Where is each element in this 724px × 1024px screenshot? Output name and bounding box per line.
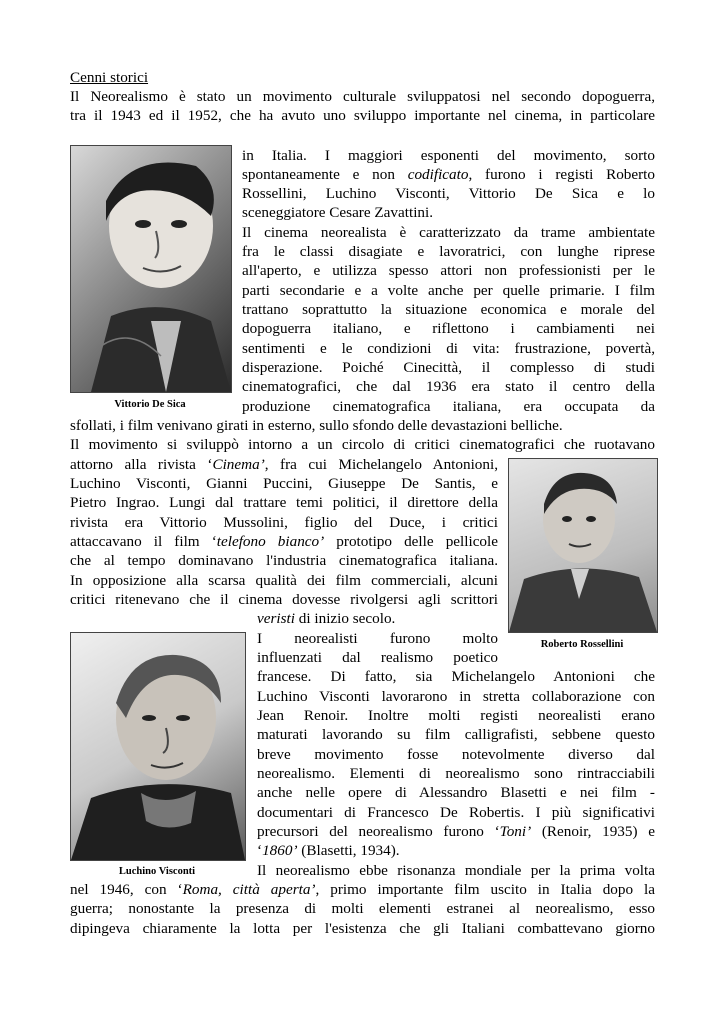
caption-roberto-rossellini: Roberto Rossellini bbox=[540, 639, 624, 650]
text-run: ‘ bbox=[257, 842, 263, 859]
text-line bbox=[242, 397, 655, 416]
text-run: , primo importante film uscito in Italia dopo la bbox=[315, 881, 655, 898]
text-line bbox=[242, 223, 655, 242]
text-run: I neorealisti furono molto bbox=[257, 630, 498, 647]
text-run: precursori del neorealismo furono ‘ bbox=[257, 823, 500, 840]
text-line bbox=[257, 667, 655, 686]
text-run: dipingeva chiaramente la lotta per l'esistenza che gli Italiani combattevano giorno bbox=[70, 920, 655, 937]
text-run: (Blasetti, 1934). bbox=[297, 842, 400, 859]
text-run: neorealismo. Elementi di neorealismo sono rintracciabili bbox=[257, 765, 655, 782]
text-run: trattano soprattutto la situazione economica e morale del bbox=[242, 301, 655, 318]
section-heading: Cenni storici bbox=[70, 69, 149, 86]
text-line bbox=[70, 474, 498, 493]
text-run: tra il 1943 ed il 1952, che ha avuto uno sviluppo importante nel cinema, in particolare bbox=[70, 107, 655, 124]
text-line bbox=[70, 416, 626, 435]
text-run: Il neorealismo ebbe risonanza mondiale per la prima volta bbox=[257, 862, 655, 879]
text-run: in Italia. I maggiori esponenti del movimento, sorto bbox=[242, 147, 655, 164]
text-line bbox=[257, 725, 655, 744]
text-run: documentari di Francesco De Robertis. I più significativi bbox=[257, 804, 655, 821]
text-run: Il movimento si sviluppò intorno a un circolo di critici cinematografici che ruotavano bbox=[70, 436, 655, 453]
text-line bbox=[257, 706, 655, 725]
text-line bbox=[257, 648, 498, 667]
text-line bbox=[257, 783, 655, 802]
text-run: , fra cui Michelangelo Antonioni, bbox=[264, 456, 499, 473]
text-run: breve movimento fosse notevolmente diverso dal bbox=[257, 746, 655, 763]
text-run: prototipo delle pellicole bbox=[324, 533, 498, 550]
italic-text: Cinema’ bbox=[212, 456, 265, 473]
text-line bbox=[242, 261, 655, 280]
italic-text: Roma, città aperta’ bbox=[182, 881, 316, 898]
text-line bbox=[242, 281, 655, 300]
text-run: nel 1946, con ‘ bbox=[70, 881, 183, 898]
portrait-illustration bbox=[71, 633, 245, 860]
text-line bbox=[242, 242, 655, 261]
text-run: dopoguerra italiano, e riflettono i cambiamenti nei bbox=[242, 320, 655, 337]
text-line bbox=[242, 165, 655, 184]
text-run: sentimenti e le condizioni di vita: frustrazione, povertà, bbox=[242, 340, 655, 357]
italic-text: Toni’ bbox=[499, 823, 532, 840]
text-run: critici ritenevano che il cinema dovesse rivolgersi agli scrittori bbox=[70, 591, 498, 608]
vittorio-de-sica-photo bbox=[70, 145, 232, 393]
text-line bbox=[257, 803, 655, 822]
text-line bbox=[242, 339, 655, 358]
text-run: In opposizione alla scarsa qualità dei film commerciali, alcuni bbox=[70, 572, 498, 589]
text-run: Pietro Ingrao. Lungi dal trattare temi politici, il direttore della bbox=[70, 494, 498, 511]
caption-luchino-visconti: Luchino Visconti bbox=[118, 866, 196, 877]
text-line bbox=[257, 745, 655, 764]
text-run: Il cinema neorealista è caratterizzato da trame ambientate bbox=[242, 224, 655, 241]
text-line bbox=[242, 146, 655, 165]
text-line bbox=[257, 687, 655, 706]
text-line bbox=[70, 435, 655, 454]
text-line bbox=[70, 532, 498, 551]
italic-text: veristi bbox=[257, 610, 295, 627]
text-run: anche nelle opere di Alessandro Blasetti e nei film - bbox=[257, 784, 655, 801]
text-line bbox=[70, 513, 498, 532]
text-run: sceneggiatore Cesare Zavattini. bbox=[242, 204, 434, 221]
text-line bbox=[70, 880, 655, 899]
text-run: Luchino Visconti, Gianni Puccini, Giuseppe De Santis, e bbox=[70, 475, 498, 492]
text-line bbox=[70, 493, 498, 512]
roberto-rossellini-photo bbox=[508, 458, 658, 633]
text-line bbox=[242, 319, 655, 338]
text-line bbox=[257, 609, 396, 628]
text-line bbox=[242, 184, 655, 203]
text-line bbox=[70, 551, 498, 570]
text-run: attorno alla rivista ‘ bbox=[70, 456, 213, 473]
portrait-illustration bbox=[509, 459, 657, 632]
text-run: sfollati, i film venivano girati in esterno, sullo sfondo delle devastazioni belliche. bbox=[70, 417, 563, 434]
text-line bbox=[70, 899, 655, 918]
portrait-illustration bbox=[71, 146, 231, 392]
text-line bbox=[242, 358, 655, 377]
text-run: spontaneamente e non bbox=[242, 166, 408, 183]
text-run: cinematografici, che dal 1936 era stato il centro della bbox=[242, 378, 655, 395]
text-line bbox=[70, 571, 498, 590]
text-run: guerra; nonostante la presenza di molti elementi estranei al neorealismo, esso bbox=[70, 900, 655, 917]
italic-text: codificato bbox=[407, 166, 469, 183]
text-line bbox=[257, 764, 655, 783]
text-run: che al tempo dominavano l'industria cinematografica italiana. bbox=[70, 552, 498, 569]
text-run: parti secondarie e a volte anche per quelle primarie. I film bbox=[242, 282, 655, 299]
text-run: (Renoir, 1935) e bbox=[531, 823, 655, 840]
caption-vittorio-de-sica: Vittorio De Sica bbox=[114, 399, 186, 410]
text-line bbox=[257, 841, 427, 860]
text-run: influenzati dal realismo poetico bbox=[257, 649, 498, 666]
text-line bbox=[257, 861, 655, 880]
text-run: francese. Di fatto, sia Michelangelo Antonioni che bbox=[257, 668, 655, 685]
luchino-visconti-photo bbox=[70, 632, 246, 861]
text-run: fra le classi disagiate e lavoratrici, con lunghe riprese bbox=[242, 243, 655, 260]
text-run: attaccavano il film ‘ bbox=[70, 533, 217, 550]
text-run: maturati lavorando su film calligrafisti, sebbene questo bbox=[257, 726, 655, 743]
text-run: all'aperto, e utilizza spesso attori non professionisti per le bbox=[242, 262, 655, 279]
text-line bbox=[70, 87, 655, 106]
text-line bbox=[70, 590, 498, 609]
text-line bbox=[257, 822, 655, 841]
text-run: produzione cinematografica italiana, era occupata da bbox=[242, 398, 655, 415]
text-line bbox=[242, 300, 655, 319]
italic-text: telefono bianco’ bbox=[216, 533, 325, 550]
text-line bbox=[70, 455, 498, 474]
text-line bbox=[70, 919, 655, 938]
text-line bbox=[257, 629, 498, 648]
text-run: Jean Renoir. Inoltre molti registi neorealisti erano bbox=[257, 707, 655, 724]
text-line bbox=[242, 377, 655, 396]
text-run: di inizio secolo. bbox=[294, 610, 396, 627]
text-line bbox=[242, 203, 460, 222]
text-line bbox=[70, 106, 655, 125]
text-run: Rossellini, Luchino Visconti, Vittorio De Sica e lo bbox=[242, 185, 655, 202]
text-run: rivista era Vittorio Mussolini, figlio del Duce, i critici bbox=[70, 514, 498, 531]
text-run: disperazione. Poiché Cinecittà, il complesso di studi bbox=[242, 359, 655, 376]
text-run: Il Neorealismo è stato un movimento culturale sviluppatosi nel secondo dopoguerra, bbox=[70, 88, 655, 105]
italic-text: 1860’ bbox=[262, 842, 298, 859]
text-run: Luchino Visconti lavorarono in stretta collaborazione con bbox=[257, 688, 655, 705]
text-run: , furono i registi Roberto bbox=[468, 166, 655, 183]
